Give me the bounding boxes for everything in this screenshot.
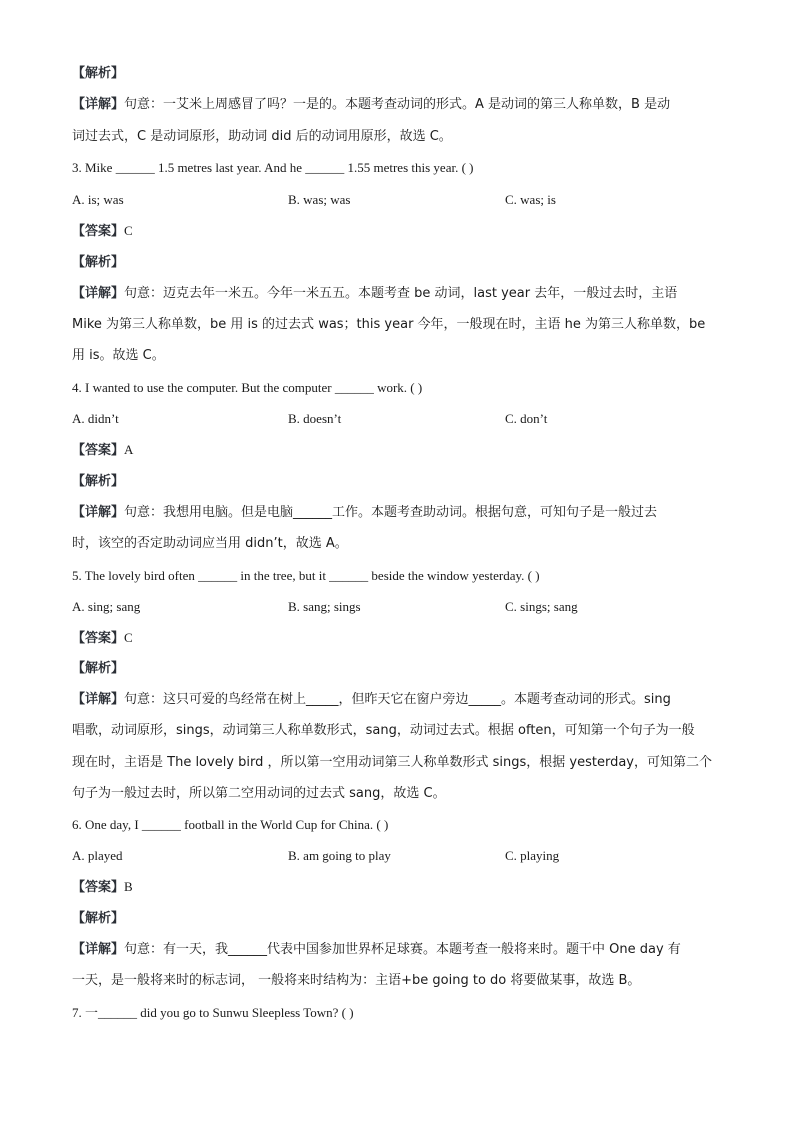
- analysis-label: 【解析】: [72, 66, 125, 81]
- q5-option-b: B. sang; sings: [288, 599, 361, 614]
- q5-option-c: C. sings; sang: [505, 599, 578, 614]
- detail-label: 【详解】: [72, 97, 125, 112]
- question-7-stem: 7. 一______ did you go to Sunwu Sleepless Town? ( ): [72, 1005, 354, 1020]
- q3-option-b: B. was; was: [288, 192, 351, 207]
- detail-label: 【详解】: [72, 942, 125, 957]
- q5-answer: [72, 628, 133, 649]
- q3-answer: [72, 221, 133, 242]
- detail-text: 时，该空的否定助动词应当用 didn’t，故选 A。: [72, 536, 348, 551]
- detail-text: 一天，是一般将来时的标志词， 一般将来时结构为：主语+be going to do 将要做某事，故选 B。: [72, 973, 641, 988]
- answer-label: 【答案】: [72, 224, 125, 239]
- detail-text: 词过去式，C 是动词原形，助动词 did 后的动词用原形，故选 C。: [72, 129, 452, 144]
- q5-detail: [72, 690, 671, 710]
- detail-text: 句意：我想用电脑。但是电脑______工作。本题考查助动词。根据句意，可知句子是一般过去: [124, 505, 658, 520]
- analysis-label: 【解析】: [72, 911, 125, 926]
- q6-option-a: A. played: [72, 848, 123, 863]
- q4-answer: [72, 440, 133, 461]
- answer-label: 【答案】: [72, 880, 125, 895]
- q3-option-a: A. is; was: [72, 192, 124, 207]
- detail-text: 现在时，主语是 The lovely bird ，所以第一空用动词第三人称单数形式 sings，根据 yesterday，可知第二个: [72, 755, 713, 770]
- analysis-label: 【解析】: [72, 474, 125, 489]
- answer-label: 【答案】: [72, 631, 125, 646]
- question-3-stem: 3. Mike ______ 1.5 metres last year. And he ______ 1.55 metres this year. ( ): [72, 160, 474, 175]
- detail-text: 句子为一般过去时，所以第二空用动词的过去式 sang，故选 C。: [72, 786, 446, 801]
- q6-option-b: B. am going to play: [288, 848, 391, 863]
- q6-detail: [72, 940, 681, 960]
- detail-text: 唱歌，动词原形，sings，动词第三人称单数形式，sang，动词过去式。根据 often，可知第一个句子为一般: [72, 723, 695, 738]
- question-5-stem: 5. The lovely bird often ______ in the tree, but it ______ beside the window yesterday. ( ): [72, 568, 540, 583]
- detail-text: 句意：迈克去年一米五。今年一米五五。本题考查 be 动词，last year 去年，一般过去时，主语: [124, 286, 678, 301]
- q5-option-a: A. sing; sang: [72, 599, 141, 614]
- q3-option-c: C. was; is: [505, 192, 556, 207]
- answer-value: B: [124, 879, 133, 894]
- detail-label: 【详解】: [72, 505, 125, 520]
- detail-label: 【详解】: [72, 692, 125, 707]
- detail-text: 句意：一艾米上周感冒了吗？一是的。本题考查动词的形式。A 是动词的第三人称单数，B 是动: [124, 97, 671, 112]
- answer-value: C: [124, 223, 133, 238]
- analysis-label: 【解析】: [72, 255, 125, 270]
- detail-text: Mike 为第三人称单数，be 用 is 的过去式 was；this year 今年，一般现在时，主语 he 为第三人称单数，be: [72, 317, 706, 332]
- q4-option-c: C. don’t: [505, 411, 548, 426]
- q6-option-c: C. playing: [505, 848, 560, 863]
- answer-value: C: [124, 630, 133, 645]
- q4-option-b: B. doesn’t: [288, 411, 342, 426]
- q4-option-a: A. didn’t: [72, 411, 119, 426]
- question-4-stem: 4. I wanted to use the computer. But the computer ______ work. ( ): [72, 380, 423, 395]
- q4-detail: [72, 503, 657, 523]
- question-6-stem: 6. One day, I ______ football in the World Cup for China. ( ): [72, 817, 389, 832]
- detail-text: 句意：有一天，我______代表中国参加世界杯足球赛。本题考查一般将来时。题干中 One day 有: [124, 942, 681, 957]
- q6-answer: [72, 877, 133, 898]
- detail-paragraph: [72, 95, 670, 115]
- answer-value: A: [124, 442, 134, 457]
- detail-text: 句意：这只可爱的鸟经常在树上_____，但昨天它在窗户旁边_____。本题考查动词的形式。sing: [124, 692, 671, 707]
- answer-label: 【答案】: [72, 443, 125, 458]
- detail-label: 【详解】: [72, 286, 125, 301]
- q3-detail: [72, 284, 677, 304]
- analysis-label: 【解析】: [72, 661, 125, 676]
- detail-text: 用 is。故选 C。: [72, 348, 165, 363]
